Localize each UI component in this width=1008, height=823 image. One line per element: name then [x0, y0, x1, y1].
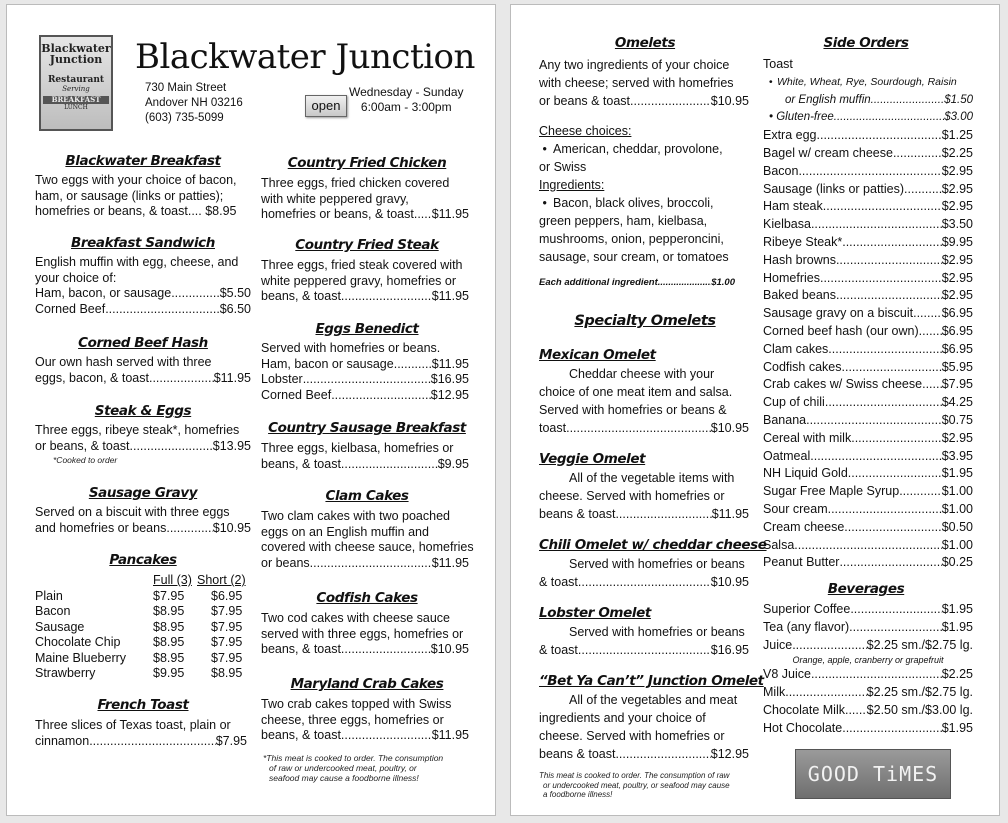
price-row	[763, 341, 973, 359]
description-line: ham, or sausage (links or patties);	[35, 188, 224, 203]
section-title: Veggie Omelet	[539, 451, 646, 467]
open-sign: open	[305, 95, 347, 117]
item-price: $3.50	[941, 217, 973, 232]
item-price: $6.95	[941, 341, 973, 356]
description-line: with cheese; served with homefries	[539, 76, 734, 90]
item-name: Chocolate Milk	[763, 702, 845, 717]
description-line: Any two ingredients of your choice	[539, 58, 730, 72]
hours-days: Wednesday - Sunday	[349, 85, 464, 99]
price-row: or beans ..... $11.95	[261, 556, 469, 572]
price-row	[763, 619, 973, 637]
menu-item-codfish-cakes	[261, 611, 469, 658]
beverages-list	[763, 601, 973, 738]
price-row	[763, 448, 973, 466]
menu-item-corned-beef-hash	[35, 355, 251, 386]
price-row	[763, 198, 973, 216]
column-header: Full (3)	[153, 573, 192, 587]
item-price: $2.50 sm./$3.00 lg.	[866, 702, 973, 717]
item-name: Codfish cakes	[763, 359, 842, 374]
pancake-full: $7.95	[153, 588, 185, 603]
pancake-name: Plain	[35, 588, 63, 603]
section-title: Specialty Omelets	[574, 313, 716, 329]
item-name: Banana	[763, 412, 807, 427]
item-name: V8 Juice	[763, 667, 811, 682]
cheese-choices-label: Cheese choices:	[539, 124, 632, 138]
item-name: Superior Coffee	[763, 602, 851, 616]
item-price: $3.00	[944, 111, 973, 124]
section-title: Corned Beef Hash	[78, 335, 208, 351]
section-title: Blackwater Breakfast	[65, 153, 221, 169]
menu-page-left	[6, 4, 496, 816]
description-line: Three eggs, fried chicken covered	[261, 176, 450, 190]
address-block	[145, 81, 243, 126]
item-price: $1.50	[944, 93, 973, 106]
price-row	[763, 181, 973, 199]
restaurant-name: Blackwater Junction	[135, 37, 475, 77]
price-row: Corned Beef ..... $6.50	[35, 302, 251, 318]
description-line: All of the vegetable items with	[569, 471, 735, 485]
pancake-short: $7.95	[211, 635, 243, 649]
description-line: served with three eggs, homefries or	[261, 626, 464, 641]
item-price: $0.50	[941, 519, 973, 534]
price-row: or beans, & toast ..... $13.95	[35, 439, 251, 455]
item-price: $2.95	[941, 288, 973, 303]
menu-item-clam-cakes	[261, 509, 474, 571]
item-name: Sugar Free Maple Syrup	[763, 484, 900, 499]
pancake-name: Chocolate Chip	[35, 635, 121, 649]
phone-number: (603) 735-5099	[145, 112, 224, 124]
pancake-row	[35, 635, 251, 651]
section-title: Side Orders	[823, 35, 909, 51]
pancake-short: $6.95	[211, 588, 243, 603]
price-row	[763, 127, 973, 145]
item-price: $6.95	[941, 323, 973, 338]
description-line: choice of one meat item and salsa.	[539, 385, 733, 399]
logo-text: Serving	[62, 85, 90, 93]
item-price: $3.95	[941, 448, 973, 463]
pancake-row	[35, 651, 251, 667]
description-line: Cheddar cheese with your	[569, 367, 715, 381]
description-line: Two clam cakes with two poached	[261, 509, 450, 523]
item-name: Sausage gravy on a biscuit	[763, 306, 914, 321]
price-row	[763, 92, 973, 110]
section-title: Omelets	[614, 35, 676, 51]
item-name: Extra egg	[763, 128, 817, 143]
pancake-full: $8.95	[153, 635, 185, 649]
food-safety-disclaimer: *This meat is cooked to order. The consumption of raw or undercooked meat, poultry, or seafood may cause a foodborne illness!	[263, 753, 444, 783]
menu-item-chili-omelet	[539, 555, 749, 591]
item-price: $2.95	[941, 252, 973, 267]
price-row	[763, 163, 973, 181]
item-name: Ham steak	[763, 199, 823, 214]
price-row: and homefries or beans ..... $10.95	[35, 521, 251, 537]
price-row: eggs, bacon, & toast ..... $11.95	[35, 371, 251, 387]
ingredients-list: • Bacon, black olives, broccoli,	[539, 196, 714, 210]
item-price: $0.25	[941, 555, 973, 570]
item-name: Ribeye Steak*	[763, 234, 843, 249]
column-header: Short (2)	[197, 573, 246, 587]
price-row: beans, & toast ..... $10.95	[261, 642, 469, 658]
pancake-full: $8.95	[153, 619, 185, 634]
item-price: $7.95	[941, 377, 973, 392]
price-row	[763, 430, 973, 448]
pancake-full: $8.95	[153, 604, 185, 618]
price-row: beans & toast ..... $11.95	[539, 505, 749, 523]
description-line: Three slices of Texas toast, plain or	[35, 718, 231, 732]
item-price: $4.25	[941, 395, 973, 410]
item-price: $1.00	[941, 537, 973, 552]
item-price: $6.95	[941, 306, 973, 321]
pancake-short: $7.95	[211, 604, 243, 618]
menu-item-sausage-gravy	[35, 505, 251, 536]
item-price: $5.95	[941, 359, 973, 374]
item-name: Baked beans	[763, 288, 836, 303]
item-name: Tea (any flavor)	[763, 619, 850, 634]
section-title: Country Fried Steak	[295, 237, 439, 253]
item-name: Cup of chili	[763, 395, 825, 410]
pancake-row	[35, 589, 251, 605]
item-name: Milk	[763, 685, 786, 700]
description-line: cheese. Served with homefries or	[539, 489, 725, 503]
section-title: Chili Omelet w/ cheddar cheese	[539, 537, 767, 553]
hours-block	[349, 85, 464, 115]
section-title: Steak & Eggs	[94, 403, 192, 419]
section-title: Country Fried Chicken	[287, 155, 447, 171]
section-title: French Toast	[97, 697, 189, 713]
price-row: or beans & toast ..... $10.95	[539, 92, 749, 110]
item-price: $1.00	[941, 484, 973, 499]
pancake-full: $8.95	[153, 650, 185, 665]
juice-flavors-note: Orange, apple, cranberry or grapefruit	[792, 655, 944, 666]
description-line: ingredients and your choice of	[539, 711, 706, 725]
side-orders-list	[763, 56, 973, 572]
pancake-row	[35, 604, 251, 620]
menu-item-omelets	[539, 56, 749, 292]
hours-time: 6:00am - 3:00pm	[360, 100, 452, 114]
price-row	[763, 637, 973, 655]
price-row	[763, 145, 973, 163]
ingredients-list: green peppers, ham, kielbasa,	[539, 214, 708, 228]
item-name: Crab cakes w/ Swiss cheese	[763, 377, 923, 392]
description-line: homefries or beans, & toast.... $8.95	[35, 204, 237, 218]
item-name: • Gluten-free	[769, 111, 834, 124]
menu-page-right	[510, 4, 1000, 816]
description-line: English muffin with egg, cheese, and	[35, 255, 239, 269]
item-price: $0.75	[941, 412, 973, 427]
logo-text: BREAKFAST	[43, 96, 109, 104]
logo-text: LUNCH	[64, 104, 88, 111]
item-name: Hot Chocolate	[763, 720, 843, 735]
item-price: $2.95	[941, 163, 973, 178]
item-name: Sausage (links or patties)	[763, 181, 905, 196]
item-price: $9.95	[941, 234, 973, 249]
pancakes-table	[35, 573, 251, 682]
cooked-to-order-note: *Cooked to order	[53, 455, 118, 465]
item-price: $2.25	[941, 667, 973, 682]
price-row: beans, & toast ..... $11.95	[261, 728, 469, 744]
menu-item-betya-omelet	[539, 691, 749, 763]
section-title: Mexican Omelet	[539, 347, 656, 363]
toast-types: • White, Wheat, Rye, Sourdough, Raisin	[763, 75, 957, 88]
good-times-sign: GOOD TiMES	[795, 749, 951, 799]
description-line: your choice of:	[35, 270, 117, 285]
price-row	[763, 359, 973, 377]
menu-item-country-fried-steak	[261, 258, 469, 305]
description-line: Served on a biscuit with three eggs	[35, 505, 230, 519]
price-row: beans & toast ..... $12.95	[539, 745, 749, 763]
price-row: & toast ..... $16.95	[539, 641, 749, 659]
item-name: Hash browns	[763, 252, 836, 267]
description-line: All of the vegetables and meat	[569, 693, 738, 707]
logo-text: Restaurant	[47, 75, 105, 85]
menu-item-veggie-omelet	[539, 469, 749, 523]
section-title: Breakfast Sandwich	[71, 235, 215, 251]
price-row: beans, & toast ..... $11.95	[261, 289, 469, 305]
ingredients-label: Ingredients:	[539, 178, 605, 192]
description-line: cheese, three eggs, homefries or	[261, 712, 444, 727]
price-row: Lobster ..... $16.95	[261, 372, 469, 388]
section-title: Lobster Omelet	[539, 605, 651, 621]
price-row	[763, 323, 973, 341]
menu-item-country-fried-chicken	[261, 176, 469, 223]
address-line: Andover NH 03216	[145, 97, 243, 109]
item-name: Oatmeal	[763, 448, 811, 463]
pancake-name: Bacon	[35, 604, 71, 618]
item-price: $2.95	[941, 199, 973, 214]
price-row	[763, 109, 973, 127]
description-line: Two eggs with your choice of bacon,	[35, 173, 237, 187]
price-row	[763, 537, 973, 555]
price-row	[763, 216, 973, 234]
price-row	[763, 554, 973, 572]
pancake-name: Maine Blueberry	[35, 650, 127, 665]
price-row: cinnamon ..... $7.95	[35, 734, 247, 750]
menu-item-eggs-benedict	[261, 341, 469, 403]
price-row	[763, 252, 973, 270]
pancake-name: Sausage	[35, 619, 85, 634]
item-price: $1.95	[941, 720, 973, 735]
menu-item-mexican-omelet	[539, 365, 749, 437]
description-line: Served with homefries or beans	[569, 625, 745, 639]
pancake-short: $7.95	[211, 619, 243, 634]
item-name: Salsa	[763, 537, 795, 552]
description-line: with white peppered gravy,	[261, 191, 409, 206]
price-row	[763, 287, 973, 305]
menu-item-maryland-crab-cakes	[261, 697, 469, 744]
menu-item-steak-eggs	[35, 423, 251, 454]
price-row: homefries or beans, & toast ..... $11.95	[261, 207, 469, 223]
section-title: Beverages	[827, 581, 905, 597]
cheese-list: • American, cheddar, provolone,	[539, 142, 723, 156]
section-title: “Bet Ya Can’t” Junction Omelet	[539, 673, 764, 689]
item-price: $1.95	[941, 619, 973, 634]
price-row	[763, 720, 973, 738]
item-price: $2.95	[941, 181, 973, 196]
item-price: $2.25 sm./$2.75 lg.	[866, 685, 973, 700]
menu-item-country-sausage	[261, 441, 469, 472]
item-price: $2.25	[941, 145, 973, 160]
item-name: or English muffin	[785, 93, 871, 106]
menu-item-french-toast	[35, 718, 247, 749]
item-price: $2.25 sm./$2.75 lg.	[866, 637, 973, 652]
price-row	[763, 702, 973, 720]
section-title: Clam Cakes	[325, 488, 409, 504]
toast-label: Toast	[763, 57, 793, 71]
pancake-row	[35, 666, 251, 682]
price-row: & toast ..... $10.95	[539, 573, 749, 591]
description-line: Three eggs, fried steak covered with	[261, 258, 463, 272]
description-line: Two cod cakes with cheese sauce	[261, 611, 450, 625]
price-row	[763, 270, 973, 288]
description-line: Two crab cakes topped with Swiss	[261, 697, 452, 711]
section-title: Sausage Gravy	[88, 485, 198, 501]
price-row: Ham, bacon or sausage ..... $11.95	[261, 357, 469, 373]
section-title: Eggs Benedict	[315, 321, 419, 337]
item-name: Homefries	[763, 270, 820, 285]
section-title: Maryland Crab Cakes	[290, 676, 444, 692]
cheese-list: or Swiss	[539, 160, 587, 174]
ingredients-list: mushrooms, onion, pepperoncini,	[539, 232, 724, 246]
item-name: Corned beef hash (our own)	[763, 323, 919, 338]
price-row	[763, 684, 973, 702]
item-price: $2.95	[941, 430, 973, 445]
price-row	[763, 666, 973, 684]
section-title: Pancakes	[109, 552, 177, 568]
pancake-short: $8.95	[211, 666, 243, 680]
item-price: $1.25	[941, 128, 973, 143]
price-row	[763, 519, 973, 537]
item-name: Peanut Butter	[763, 555, 840, 570]
section-title: Country Sausage Breakfast	[268, 420, 466, 436]
restaurant-logo	[39, 35, 113, 131]
pancake-full: $9.95	[153, 666, 185, 680]
item-name: Juice	[763, 637, 793, 652]
item-name: Bacon	[763, 163, 799, 178]
item-name: Kielbasa	[763, 217, 811, 232]
description-line: Served with homefries or beans	[569, 557, 745, 571]
price-row	[763, 394, 973, 412]
price-row: Ham, bacon, or sausage ..... $5.50	[35, 286, 251, 302]
price-row	[763, 601, 973, 619]
price-row	[763, 234, 973, 252]
logo-text: Blackwater	[41, 42, 111, 55]
description-line: white peppered gravy, homefries or	[261, 273, 457, 288]
description-line: eggs on an English muffin and	[261, 524, 429, 539]
item-price: $1.95	[941, 602, 973, 616]
price-row: Corned Beef ..... $12.95	[261, 388, 469, 404]
item-name: Cream cheese	[763, 519, 845, 534]
menu-item-breakfast-sandwich	[35, 255, 251, 317]
price-row	[763, 412, 973, 430]
price-row	[763, 465, 973, 483]
address-line: 730 Main Street	[145, 82, 227, 94]
description-line: Our own hash served with three	[35, 355, 212, 369]
price-row	[763, 501, 973, 519]
pancake-short: $7.95	[211, 650, 243, 665]
description-line: covered with cheese sauce, homefries	[261, 540, 474, 554]
item-price: $1.00	[941, 501, 973, 516]
price-row	[763, 483, 973, 501]
additional-ingredient-price: Each additional ingredient ..... $1.00	[539, 274, 735, 292]
item-name: Clam cakes	[763, 341, 829, 356]
menu-item-lobster-omelet	[539, 623, 749, 659]
section-title: Codfish Cakes	[316, 590, 418, 606]
item-name: NH Liquid Gold	[763, 466, 848, 481]
item-name: Sour cream	[763, 501, 828, 516]
item-name: Cereal with milk	[763, 430, 852, 445]
price-row	[763, 376, 973, 394]
pancake-name: Strawberry	[35, 666, 96, 680]
menu-item-blackwater-breakfast	[35, 173, 251, 220]
description-line: cheese. Served with homefries or	[539, 729, 725, 743]
ingredients-list: sausage, sour cream, or tomatoes	[539, 250, 729, 264]
price-row: beans, & toast ..... $9.95	[261, 457, 469, 473]
price-row	[763, 305, 973, 323]
description-line: Served with homefries or beans &	[539, 403, 727, 417]
item-name: Bagel w/ cream cheese	[763, 145, 893, 160]
item-price: $1.95	[941, 466, 973, 481]
price-row: toast ..... $10.95	[539, 419, 749, 437]
description-line: Three eggs, kielbasa, homefries or	[261, 441, 454, 455]
logo-text: Junction	[49, 53, 103, 66]
description-line: Three eggs, ribeye steak*, homefries	[35, 423, 240, 437]
item-price: $2.95	[941, 270, 973, 285]
description-line: Served with homefries or beans.	[261, 341, 441, 355]
food-safety-disclaimer: This meat is cooked to order. The consumption of raw or undercooked meat, poultry, or seafood may cause a foodborne illness!	[539, 771, 730, 799]
pancake-row	[35, 620, 251, 636]
